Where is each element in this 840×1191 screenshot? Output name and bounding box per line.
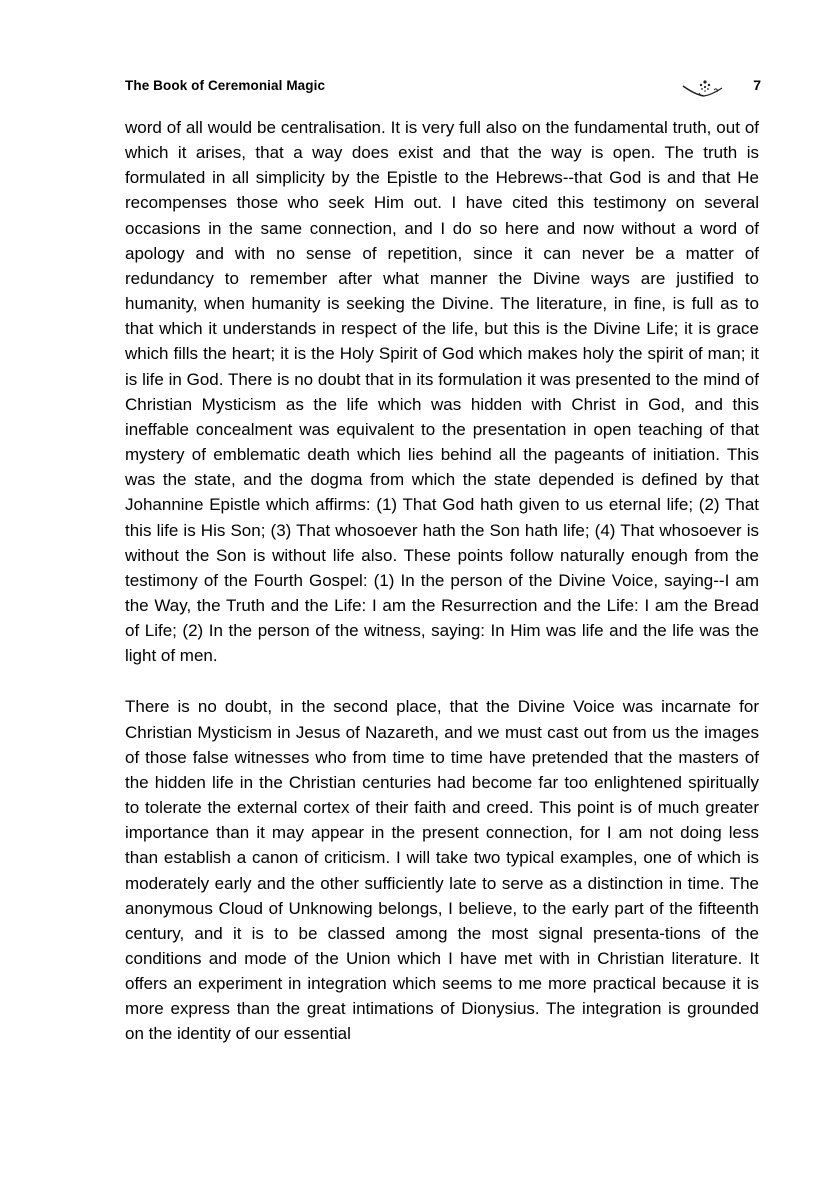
paragraph-2: There is no doubt, in the second place, that the Divine Voice was incarnate for Christian Mysticism in Jesus of Nazareth, and we must cast out from us the images of those false witnesses who from time to time have pretended that the masters of the hidden life in the Christian centuries had become far too enlightened spiritually to tolerate the external cortex of their faith and creed. This point is of much greater importance than it may appear in the present connection, for I am not doing less than establish a canon of criticism. I will take two typical examples, one of which is moderately early and the other sufficiently late to serve as a distinction in time. The anonymous Cloud of Unknowing belongs, I believe, to the early part of the fifteenth century, and it is to be classed among the most signal presenta-tions of the conditions and mode of the Union which I have met with in Christian literature. It offers an experiment in integration which seems to me more practical because it is more express than the great intimations of Dionysius. The integration is grounded on the identity of our essential	[125, 697, 759, 1044]
body-text	[125, 115, 759, 1047]
book-title: The Book of Ceremonial Magic	[125, 78, 326, 93]
floral-ornament-icon	[681, 76, 725, 100]
running-header	[125, 76, 765, 100]
paragraph-1: word of all would be centralisation. It is very full also on the fundamental truth, out of which it arises, that a way does exist and that the way is open. The truth is formulated in all simplicity by the Epistle to the Hebrews--that God is and that He recompenses those who seek Him out. I have cited this testimony on several occasions in the same connection, and I do so here and now without a word of apology and with no sense of repetition, since it can never be a matter of redundancy to remember after what manner the Divine ways are justified to humanity, when humanity is seeking the Divine. The literature, in fine, is full as to that which it understands in respect of the life, but this is the Divine Life; it is grace which fills the heart; it is the Holy Spirit of God which makes holy the spirit of man; it is life in God. There is no doubt that in its formulation it was presented to the mind of Christian Mysticism as the life which was hidden with Christ in God, and this ineffable concealment was equivalent to the presentation in open teaching of that mystery of emblematic death which lies behind all the pageants of initiation. This was the state, and the dogma from which the state depended is defined by that Johannine Epistle which affirms: (1) That God hath given to us eternal life; (2) That this life is His Son; (3) That whosoever hath the Son hath life; (4) That whosoever is without the Son is without life also. These points follow naturally enough from the testimony of the Fourth Gospel: (1) In the person of the Divine Voice, saying--I am the Way, the Truth and the Life: I am the Resurrection and the Life: I am the Bread of Life; (2) In the person of the witness, saying: In Him was life and the life was the light of men.	[125, 118, 759, 666]
page-number: 7	[753, 77, 761, 93]
